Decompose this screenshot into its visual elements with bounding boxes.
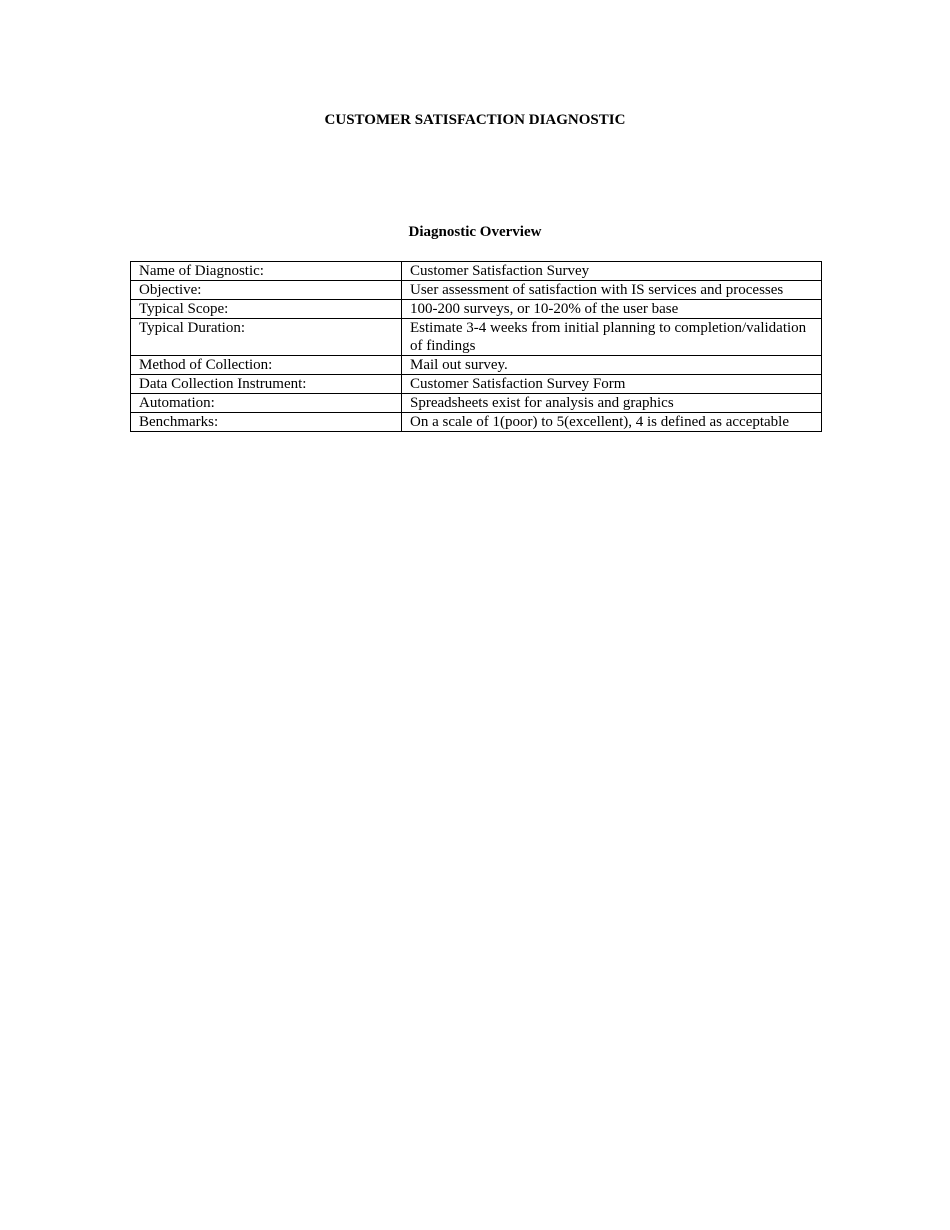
section-heading: Diagnostic Overview [408, 224, 542, 240]
table-row [131, 356, 822, 375]
table-row [131, 300, 822, 319]
table-row [131, 394, 822, 413]
row-label: Typical Duration: [131, 319, 402, 356]
diagnostic-overview-table [130, 261, 822, 432]
row-value: User assessment of satisfaction with IS services and processes [402, 281, 822, 300]
row-value: Customer Satisfaction Survey Form [402, 375, 822, 394]
row-label: Name of Diagnostic: [131, 262, 402, 281]
row-label: Typical Scope: [131, 300, 402, 319]
row-label: Objective: [131, 281, 402, 300]
row-label: Benchmarks: [131, 413, 402, 432]
row-value: On a scale of 1(poor) to 5(excellent), 4 is defined as acceptable [402, 413, 822, 432]
row-label: Automation: [131, 394, 402, 413]
table-row [131, 262, 822, 281]
table-row [131, 375, 822, 394]
row-value: Spreadsheets exist for analysis and graphics [402, 394, 822, 413]
document-title: CUSTOMER SATISFACTION DIAGNOSTIC [324, 112, 626, 128]
table-row [131, 319, 822, 356]
row-value: Estimate 3-4 weeks from initial planning to completion/validation of findings [402, 319, 822, 356]
row-value: Mail out survey. [402, 356, 822, 375]
table-row [131, 281, 822, 300]
row-label: Data Collection Instrument: [131, 375, 402, 394]
table-row [131, 413, 822, 432]
row-label: Method of Collection: [131, 356, 402, 375]
row-value: 100-200 surveys, or 10-20% of the user base [402, 300, 822, 319]
row-value: Customer Satisfaction Survey [402, 262, 822, 281]
